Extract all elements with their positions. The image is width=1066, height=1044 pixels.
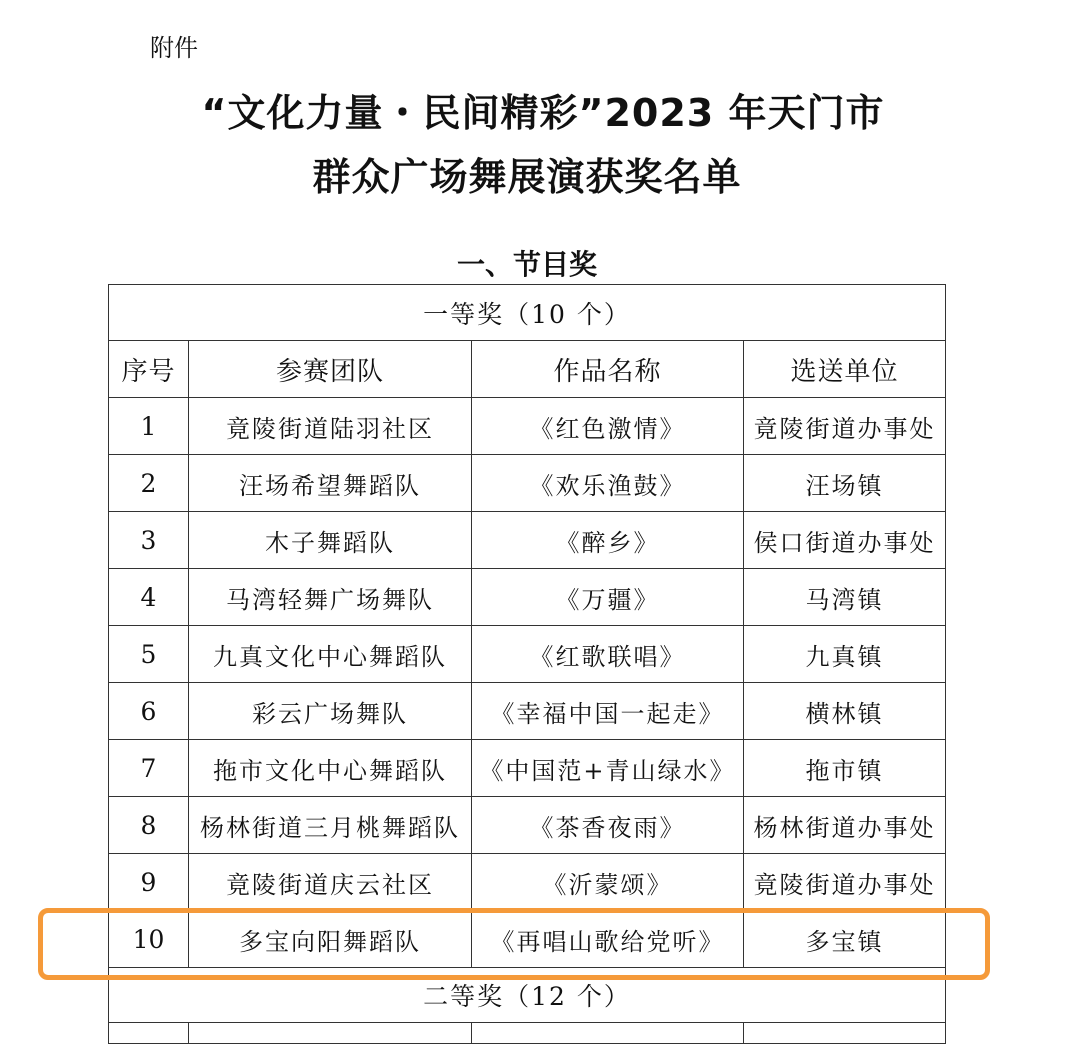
- table-row: [109, 626, 946, 683]
- cell-work: 《幸福中国一起走》: [472, 683, 744, 740]
- cell-team: 拖市文化中心舞蹈队: [189, 740, 472, 797]
- cell-unit: 汪场镇: [744, 455, 946, 512]
- cell-work: 《中国范+青山绿水》: [472, 740, 744, 797]
- table-row: [109, 512, 946, 569]
- cell-unit: 杨林街道办事处: [744, 797, 946, 854]
- cell-team: 多宝向阳舞蹈队: [189, 911, 472, 968]
- table-header-row: [109, 341, 946, 398]
- cell-team: 木子舞蹈队: [189, 512, 472, 569]
- cell-work: 《再唱山歌给党听》: [472, 911, 744, 968]
- cell-empty: [744, 1023, 946, 1044]
- header-team: 参赛团队: [189, 341, 472, 398]
- table-row: [109, 740, 946, 797]
- cell-team: 彩云广场舞队: [189, 683, 472, 740]
- cell-work: 《欢乐渔鼓》: [472, 455, 744, 512]
- cell-empty: [109, 1023, 189, 1044]
- cell-number: 1: [109, 398, 189, 455]
- cell-team: 竟陵街道陆羽社区: [189, 398, 472, 455]
- table-row: [109, 569, 946, 626]
- cell-team: 汪场希望舞蹈队: [189, 455, 472, 512]
- table-row-highlighted: [109, 911, 946, 968]
- table-row: [109, 854, 946, 911]
- awards-table: [108, 284, 946, 1044]
- cell-unit: 横林镇: [744, 683, 946, 740]
- cell-empty: [472, 1023, 744, 1044]
- cell-number: 9: [109, 854, 189, 911]
- second-prize-label: 二等奖（12 个）: [109, 968, 946, 1023]
- header-work: 作品名称: [472, 341, 744, 398]
- cell-unit: 马湾镇: [744, 569, 946, 626]
- attachment-label: 附件: [150, 34, 198, 62]
- second-prize-row: [109, 968, 946, 1023]
- cell-unit: 多宝镇: [744, 911, 946, 968]
- table-row: [109, 797, 946, 854]
- cell-number: 6: [109, 683, 189, 740]
- cell-number: 4: [109, 569, 189, 626]
- table-row: [109, 683, 946, 740]
- cell-work: 《红色激情》: [472, 398, 744, 455]
- cell-unit: 九真镇: [744, 626, 946, 683]
- cell-work: 《万疆》: [472, 569, 744, 626]
- header-unit: 选送单位: [744, 341, 946, 398]
- cell-unit: 竟陵街道办事处: [744, 854, 946, 911]
- cell-number: 2: [109, 455, 189, 512]
- cell-number: 7: [109, 740, 189, 797]
- cell-team: 九真文化中心舞蹈队: [189, 626, 472, 683]
- first-prize-label: 一等奖（10 个）: [109, 285, 946, 341]
- cell-work: 《红歌联唱》: [472, 626, 744, 683]
- table-row: [109, 398, 946, 455]
- cell-number: 8: [109, 797, 189, 854]
- cell-empty: [189, 1023, 472, 1044]
- cell-number: 10: [109, 911, 189, 968]
- cell-team: 杨林街道三月桃舞蹈队: [189, 797, 472, 854]
- table-row-cut-off: [109, 1023, 946, 1044]
- cell-number: 5: [109, 626, 189, 683]
- document-title-line-1: “文化力量・民间精彩”2023 年天门市: [201, 91, 885, 135]
- first-prize-row: [109, 285, 946, 341]
- header-number: 序号: [109, 341, 189, 398]
- cell-team: 马湾轻舞广场舞队: [189, 569, 472, 626]
- document-title-line-2: 群众广场舞展演获奖名单: [312, 155, 742, 199]
- cell-number: 3: [109, 512, 189, 569]
- cell-unit: 侯口街道办事处: [744, 512, 946, 569]
- cell-work: 《醉乡》: [472, 512, 744, 569]
- section-title: 一、节目奖: [456, 248, 597, 281]
- cell-unit: 竟陵街道办事处: [744, 398, 946, 455]
- cell-team: 竟陵街道庆云社区: [189, 854, 472, 911]
- cell-unit: 拖市镇: [744, 740, 946, 797]
- table-row: [109, 455, 946, 512]
- cell-work: 《沂蒙颂》: [472, 854, 744, 911]
- cell-work: 《茶香夜雨》: [472, 797, 744, 854]
